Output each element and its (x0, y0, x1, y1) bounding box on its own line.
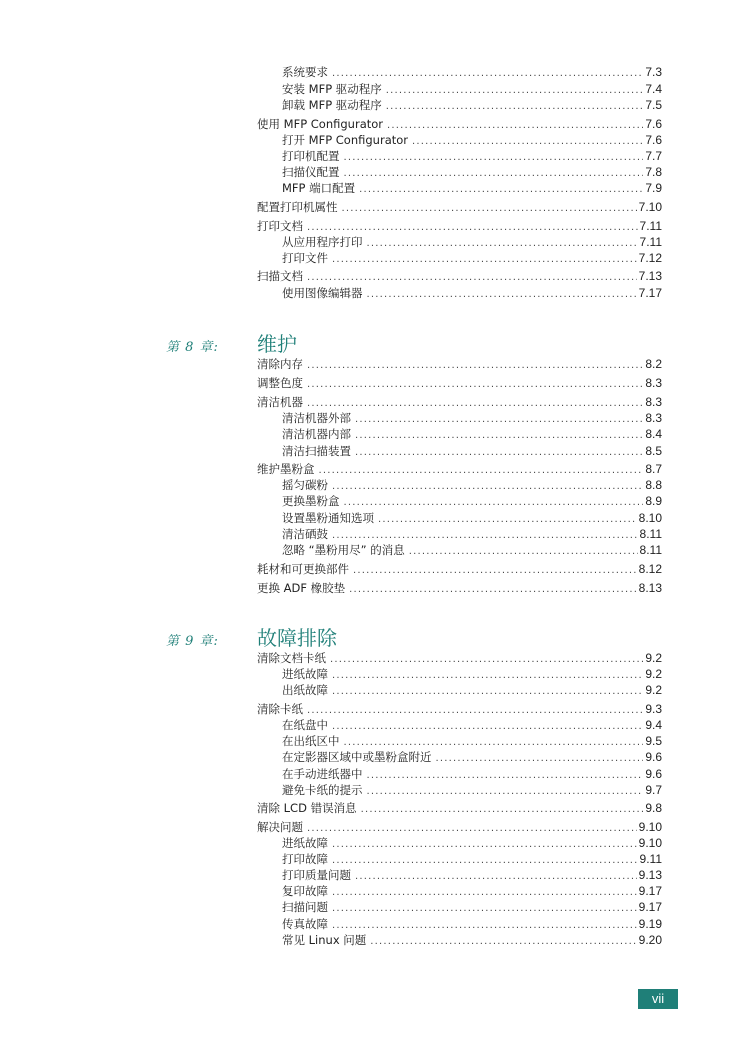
toc-entry-label: 使用 MFP Configurator (257, 117, 384, 131)
toc-entry[interactable] (282, 426, 662, 442)
toc-entry-page: 9.11 (639, 852, 662, 866)
toc-entry[interactable] (257, 356, 662, 372)
toc-entry-page: 7.10 (638, 200, 662, 214)
toc-leader (349, 582, 636, 598)
toc-entry[interactable] (282, 410, 662, 426)
toc-leader (307, 358, 643, 374)
toc-leader (367, 784, 644, 800)
toc-leader (355, 445, 643, 461)
toc-entry-page: 9.7 (645, 783, 662, 797)
toc-entry[interactable] (282, 443, 662, 459)
toc-entry-page: 7.5 (645, 98, 662, 112)
toc-entry[interactable] (257, 218, 662, 234)
toc-entry-page: 7.3 (645, 65, 662, 79)
toc-leader (332, 684, 643, 700)
toc-entry-label: MFP 端口配置 (282, 181, 356, 195)
toc-leader (359, 182, 643, 198)
toc-leader (353, 563, 637, 579)
toc-entry[interactable] (257, 268, 662, 284)
toc-entry-page: 8.3 (645, 376, 662, 390)
toc-entry-label: 清除卡纸 (257, 702, 303, 716)
toc-entry-page: 7.6 (645, 133, 662, 147)
toc-entry-page: 9.2 (645, 651, 662, 665)
toc-entry-page: 9.17 (638, 900, 662, 914)
toc-entry-label: 卸载 MFP 驱动程序 (282, 98, 382, 112)
toc-entry-label: 安装 MFP 驱动程序 (282, 82, 382, 96)
toc-entry[interactable] (257, 561, 662, 577)
toc-entry-label: 在纸盘中 (282, 718, 328, 732)
toc-entry-page: 8.9 (645, 494, 662, 508)
toc-entry-label: 打印故障 (282, 852, 328, 866)
toc-entry-page: 9.10 (638, 820, 662, 834)
toc-entry[interactable] (282, 97, 662, 113)
toc-entry-page: 7.9 (645, 181, 662, 195)
toc-entry-page: 9.6 (645, 750, 662, 764)
toc-entry[interactable] (282, 234, 662, 250)
toc-entry-label: 更换墨粉盒 (282, 494, 340, 508)
toc-entry[interactable] (282, 733, 662, 749)
toc-entry-label: 打印文件 (282, 251, 328, 265)
toc-entry-label: 清除文档卡纸 (257, 651, 326, 665)
toc-entry-label: 调整色度 (257, 376, 303, 390)
chapter-label: 第 9 章: (166, 634, 219, 649)
toc-entry-label: 扫描问题 (282, 900, 328, 914)
toc-entry[interactable] (257, 650, 662, 666)
toc-entry-label: 解决问题 (257, 820, 303, 834)
toc-entry-page: 8.8 (645, 478, 662, 492)
toc-entry[interactable] (282, 132, 662, 148)
toc-entry-page: 7.13 (638, 269, 662, 283)
toc-entry-label: 进纸故障 (282, 667, 328, 681)
toc-entry[interactable] (282, 717, 662, 733)
toc-entry-page: 7.11 (639, 219, 662, 233)
toc-entry[interactable] (282, 285, 662, 301)
toc-leader (361, 802, 644, 818)
toc-entry[interactable] (282, 148, 662, 164)
toc-entry[interactable] (282, 542, 662, 558)
toc-leader (307, 377, 643, 393)
toc-entry[interactable] (282, 164, 662, 180)
toc-leader (332, 252, 637, 268)
toc-entry-label: 系统要求 (282, 65, 328, 79)
toc-entry-label: 维护墨粉盒 (257, 462, 315, 476)
toc-entry-page: 9.13 (638, 868, 662, 882)
toc-entry-label: 配置打印机属性 (257, 200, 338, 214)
toc-entry[interactable] (257, 375, 662, 391)
toc-entry-page: 8.3 (645, 395, 662, 409)
toc-entry-label: 耗材和可更换部件 (257, 562, 349, 576)
toc-entry-label: 扫描仪配置 (282, 165, 340, 179)
toc-entry-page: 8.2 (645, 357, 662, 371)
toc-entry[interactable] (282, 867, 662, 883)
toc-entry-label: 打印质量问题 (282, 868, 351, 882)
toc-entry[interactable] (282, 493, 662, 509)
toc-entry-page: 8.11 (639, 527, 662, 541)
toc-entry[interactable] (257, 819, 662, 835)
toc-entry-label: 进纸故障 (282, 836, 328, 850)
toc-entry-page: 8.4 (645, 427, 662, 441)
toc-entry-label: 设置墨粉通知选项 (282, 511, 374, 525)
toc-entry-label: 扫描文档 (257, 269, 303, 283)
toc-entry[interactable] (282, 851, 662, 867)
toc-entry-label: 复印故障 (282, 884, 328, 898)
toc-entry-label: 摇匀碳粉 (282, 478, 328, 492)
toc-entry-page: 9.2 (645, 683, 662, 697)
toc-entry[interactable] (257, 394, 662, 410)
toc-entry[interactable] (282, 180, 662, 196)
toc-entry[interactable] (257, 461, 662, 477)
toc-entry-page: 7.12 (638, 251, 662, 265)
toc-entry-label: 更换 ADF 橡胶垫 (257, 581, 346, 595)
toc-entry-label: 打开 MFP Configurator (282, 133, 409, 147)
toc-entry-page: 7.4 (645, 82, 662, 96)
toc-entry-label: 传真故障 (282, 917, 328, 931)
toc-entry[interactable] (282, 64, 662, 80)
toc-entry-page: 8.12 (638, 562, 662, 576)
toc-entry[interactable] (282, 835, 662, 851)
toc-entry-page: 8.13 (638, 581, 662, 595)
toc-entry-label: 在手动进纸器中 (282, 767, 363, 781)
toc-entry-label: 清洁扫描装置 (282, 444, 351, 458)
toc-entry-label: 打印机配置 (282, 149, 340, 163)
toc-entry[interactable] (282, 749, 662, 765)
toc-leader (344, 495, 644, 511)
toc-entry-label: 从应用程序打印 (282, 235, 363, 249)
toc-entry-label: 常见 Linux 问题 (282, 933, 367, 947)
toc-entry-page: 9.5 (645, 734, 662, 748)
toc-entry-page: 8.5 (645, 444, 662, 458)
toc-leader (342, 201, 637, 217)
toc-entry[interactable] (282, 766, 662, 782)
toc-entry-page: 9.2 (645, 667, 662, 681)
toc-entry-page: 7.8 (645, 165, 662, 179)
toc-entry-page: 7.17 (638, 286, 662, 300)
toc-entry-label: 在定影器区域中或墨粉盒附近 (282, 750, 432, 764)
chapter-label: 第 8 章: (166, 340, 219, 355)
toc-entry[interactable] (282, 250, 662, 266)
toc-entry[interactable] (257, 800, 662, 816)
toc-entry[interactable] (282, 477, 662, 493)
toc-entry[interactable] (282, 81, 662, 97)
toc-leader (386, 99, 644, 115)
toc-entry[interactable] (282, 932, 662, 948)
toc-entry-label: 清洁机器内部 (282, 427, 351, 441)
toc-entry[interactable] (282, 899, 662, 915)
toc-entry-label: 避免卡纸的提示 (282, 783, 363, 797)
toc-entry-page: 9.20 (638, 933, 662, 947)
toc-entry[interactable] (257, 701, 662, 717)
toc-entry-page: 7.11 (639, 235, 662, 249)
toc-entry-label: 在出纸区中 (282, 734, 340, 748)
toc-entry[interactable] (282, 883, 662, 899)
toc-entry-page: 8.7 (645, 462, 662, 476)
toc-entry[interactable] (257, 580, 662, 596)
toc-entry-label: 清除 LCD 错误消息 (257, 801, 357, 815)
toc-leader (370, 934, 636, 950)
toc-leader (409, 544, 638, 560)
toc-leader (436, 751, 644, 767)
toc-entry-page: 8.3 (645, 411, 662, 425)
chapter-title[interactable]: 维护 (257, 332, 297, 356)
toc-entry-label: 清洁机器外部 (282, 411, 351, 425)
toc-entry[interactable] (282, 526, 662, 542)
toc-entry[interactable] (282, 782, 662, 798)
page-number-badge: vii (638, 989, 678, 1009)
toc-leader (355, 428, 643, 444)
toc-entry-label: 使用图像编辑器 (282, 286, 363, 300)
toc-entry-page: 9.3 (645, 702, 662, 716)
toc-entry-page: 9.8 (645, 801, 662, 815)
toc-entry[interactable] (282, 666, 662, 682)
toc-entry-page: 8.10 (638, 511, 662, 525)
toc-entry-label: 清洁机器 (257, 395, 303, 409)
toc-entry-label: 打印文档 (257, 219, 303, 233)
toc-leader (307, 270, 637, 286)
toc-entry[interactable] (257, 116, 662, 132)
toc-entry-label: 清洁硒鼓 (282, 527, 328, 541)
chapter-title[interactable]: 故障排除 (257, 626, 337, 650)
toc-entry-page: 9.6 (645, 767, 662, 781)
toc-leader (332, 901, 637, 917)
toc-entry[interactable] (282, 916, 662, 932)
toc-entry-label: 出纸故障 (282, 683, 328, 697)
toc-entry-page: 9.4 (645, 718, 662, 732)
toc-entry[interactable] (282, 682, 662, 698)
toc-entry-page: 9.17 (638, 884, 662, 898)
toc-entry-page: 9.19 (638, 917, 662, 931)
toc-entry-page: 7.7 (645, 149, 662, 163)
toc-entry-label: 清除内存 (257, 357, 303, 371)
toc-leader (332, 66, 643, 82)
toc-entry-page: 8.11 (639, 543, 662, 557)
toc-entry[interactable] (282, 510, 662, 526)
toc-entry-page: 7.6 (645, 117, 662, 131)
toc-entry-label: 忽略 “墨粉用尽” 的消息 (282, 543, 405, 557)
toc-entry-page: 9.10 (638, 836, 662, 850)
toc-leader (367, 287, 637, 303)
toc-entry[interactable] (257, 199, 662, 215)
